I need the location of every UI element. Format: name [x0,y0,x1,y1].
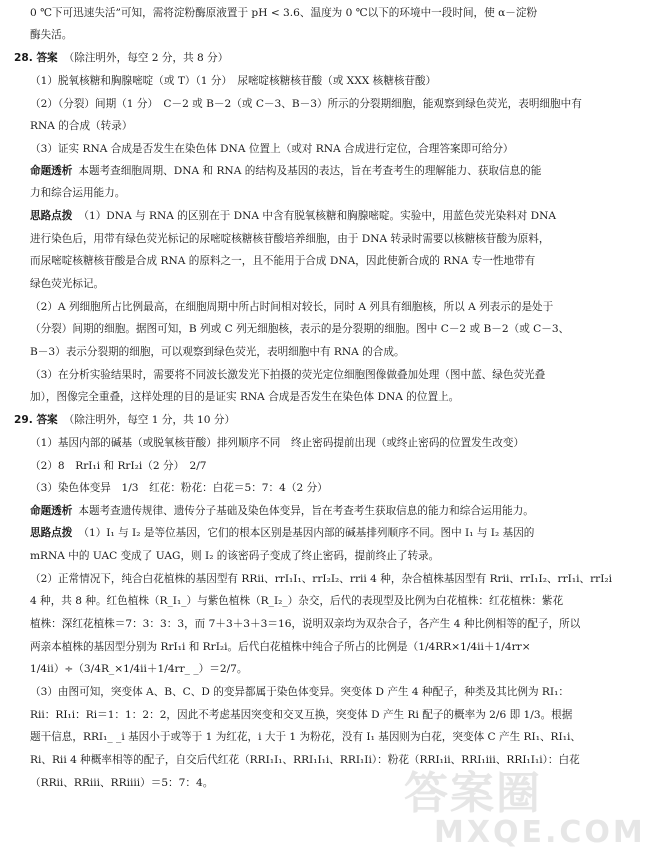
line-text: 力和综合运用能力。 [30,187,126,199]
text-line [30,594,588,608]
text-line [30,97,588,111]
text-line [30,549,588,563]
section-label: 命题透析 [30,165,73,177]
watermark-logo [404,757,646,857]
line-text: （RRii、RRiii、RRiiii）＝5：7：4。 [30,777,214,789]
text-line [30,708,588,722]
line-text: 加），图像完全重叠，这样处理的目的是证实 RNA 合成是否发生在染色体 DNA 的位置上。 [30,391,460,403]
text-line [30,277,588,291]
line-text: 1/4ii）÷（3/4R_×1/4ii＋1/4rr_ _）＝2/7。 [30,663,248,675]
line-text: （3）由图可知，突变体 A、B、C、D 的变异都属于染色体变异。突变体 D 产生 4 种配子，种类及其比例为 RI₁： [30,686,569,698]
watermark-url: MXQE.COM [434,815,646,850]
text-line [30,345,588,359]
line-text: 酶失活。 [30,29,73,41]
line-text: 绿色荧光标记。 [30,278,105,290]
text-line [30,459,588,473]
line-text: （1）基因内部的碱基（或脱氧核苷酸）排列顺序不同 终止密码提前出现（或终止密码的位置发生改变） [30,437,525,449]
section-heading-line [30,526,588,540]
line-text: B－3）表示分裂期的细胞，可以观察到绿色荧光，表明细胞中有 RNA 的合成。 [30,346,405,358]
line-text: （1）脱氧核糖和胸腺嘧啶（或 T）（1 分） 尿嘧啶核糖核苷酸（或 XXX 核糖核苷酸） [30,75,437,87]
text-line [30,368,588,382]
line-text: （1）I₁ 与 I₂ 是等位基因，它们的根本区别是基因内部的碱基排列顺序不同。图中 I₁ 与 I₂ 基因的 [78,527,535,539]
line-text: 4 种，共 8 种。红色植株（R_I₁_）与紫色植株（R_I₂_）杂交，后代的表现型及比例为白花植株：红花植株：紫花 [30,595,564,607]
line-text: Rii：RI₁i：Ri＝1：1：2：2，因此不考虑基因突变和交叉互换，突变体 D 产生 Ri 配子的概率为 2/6 即 1/3。根据 [30,709,573,721]
line-text: （除注明外，每空 1 分，共 10 分） [63,414,236,426]
line-text: mRNA 中的 UAC 变成了 UAG，则 I₂ 的该密码子变成了终止密码，提前终止了转录。 [30,550,440,562]
line-text: （3）在分析实验结果时，需要将不同波长激发光下拍摄的荧光定位细胞图像做叠加处理（图中蓝、绿色荧光叠 [30,369,546,381]
line-text: 而尿嘧啶核糖核苷酸是合成 RNA 的原料之一，且不能用于合成 DNA，因此使新合成的 RNA 专一性地带有 [30,255,536,267]
text-line [30,186,588,200]
line-text: （3）染色体变异 1/3 红花：粉花：白花＝5：7：4（2 分） [30,482,328,494]
watermark-text: 答案圈 [404,768,542,819]
section-heading-line [30,164,588,178]
line-text: （2）（分裂）间期（1 分） C－2 或 B－2（或 C－3、B－3）所示的分裂期细胞，能观察到绿色荧光，表明细胞中有 [30,98,582,110]
line-text: 题干信息，RRI₁_ _i 基因小于或等于 1 为红花，i 大于 1 为粉花，没有 I₁ 基因则为白花，突变体 C 产生 RI₁、RI₁i、 [30,731,581,743]
line-text: 植株：深红花植株＝7：3：3：3，而 7＋3＋3＋3＝16，说明双亲均为双杂合子，各产生 4 种比例相等的配子，所以 [30,618,581,630]
text-line [30,730,588,744]
line-text: （2）正常情况下，纯合白花植株的基因型有 RRii、rrI₁I₁、rrI₂I₂、rrii 4 种，杂合植株基因型有 Rrii、rrI₁I₂、rrI₁i、rrI₂i [30,573,613,585]
section-label: 29. 答案 [14,414,58,426]
text-line [30,617,588,631]
text-line [30,74,588,88]
section-heading-line [30,504,588,518]
line-text: RNA 的合成（转录） [30,120,133,132]
line-text: （1）DNA 与 RNA 的区别在于 DNA 中含有脱氧核糖和胸腺嘧啶。实验中，用蓝色荧光染料对 DNA [78,210,557,222]
text-line [30,119,588,133]
text-line [30,662,588,676]
text-line [30,300,588,314]
line-text: 0 ℃下可迅速失活”可知，需将淀粉酶原液置于 pH < 3.6、温度为 0 ℃以下的环境中一段时间，使 α－淀粉 [30,7,538,19]
section-label: 命题透析 [30,505,73,517]
section-label: 思路点拨 [30,527,73,539]
text-line [30,572,613,586]
line-text: 本题考查遗传规律、遗传分子基础及染色体变异，旨在考查考生获取信息的能力和综合运用能力。 [78,505,534,517]
text-line [30,6,588,20]
line-text: （除注明外，每空 2 分，共 8 分） [63,52,229,64]
text-line [30,254,588,268]
section-label: 28. 答案 [14,52,58,64]
text-line [30,232,588,246]
text-line [30,436,588,450]
line-text: （分裂）间期的细胞。据图可知，B 列或 C 列无细胞核，表示的是分裂期的细胞。图中 C－2 或 B－2（或 C－3、 [30,323,570,335]
section-label: 思路点拨 [30,210,73,222]
line-text: 本题考查细胞周期、DNA 和 RNA 的结构及基因的表达，旨在考查考生的理解能力、获取信息的能 [78,165,542,177]
text-line [30,685,588,699]
line-text: 进行染色后，用带有绿色荧光标记的尿嘧啶核糖核苷酸培养细胞，由于 DNA 转录时需要以核糖核苷酸为原料， [30,233,550,245]
line-text: Ri、Rii 4 种概率相等的配子，自交后代红花（RRI₁I₁、RRI₁I₁i、RRI₁Ii）：粉花（RRI₁ii、RRI₁iii、RRI₁I₁i）：白花 [30,754,580,766]
section-heading-line [14,413,588,427]
text-line [30,481,588,495]
text-line [30,28,588,42]
section-heading-line [30,209,588,223]
text-line [30,640,588,654]
section-heading-line [14,51,588,65]
line-text: （2）8 RrI₁i 和 RrI₂i（2 分） 2/7 [30,460,207,472]
line-text: 两亲本植株的基因型分别为 RrI₁i 和 RrI₂i。后代白花植株中纯合子所占的比例是（1/4RR×1/4ii＋1/4rr× [30,641,531,653]
line-text: （2）A 列细胞所占比例最高，在细胞周期中所占时间相对较长，同时 A 列具有细胞核，所以 A 列表示的是处于 [30,301,554,313]
line-text: （3）证实 RNA 合成是否发生在染色体 DNA 位置上（或对 RNA 合成进行定位，合理答案即可给分） [30,143,514,155]
text-line [30,322,588,336]
text-line [30,142,588,156]
text-line [30,390,588,404]
